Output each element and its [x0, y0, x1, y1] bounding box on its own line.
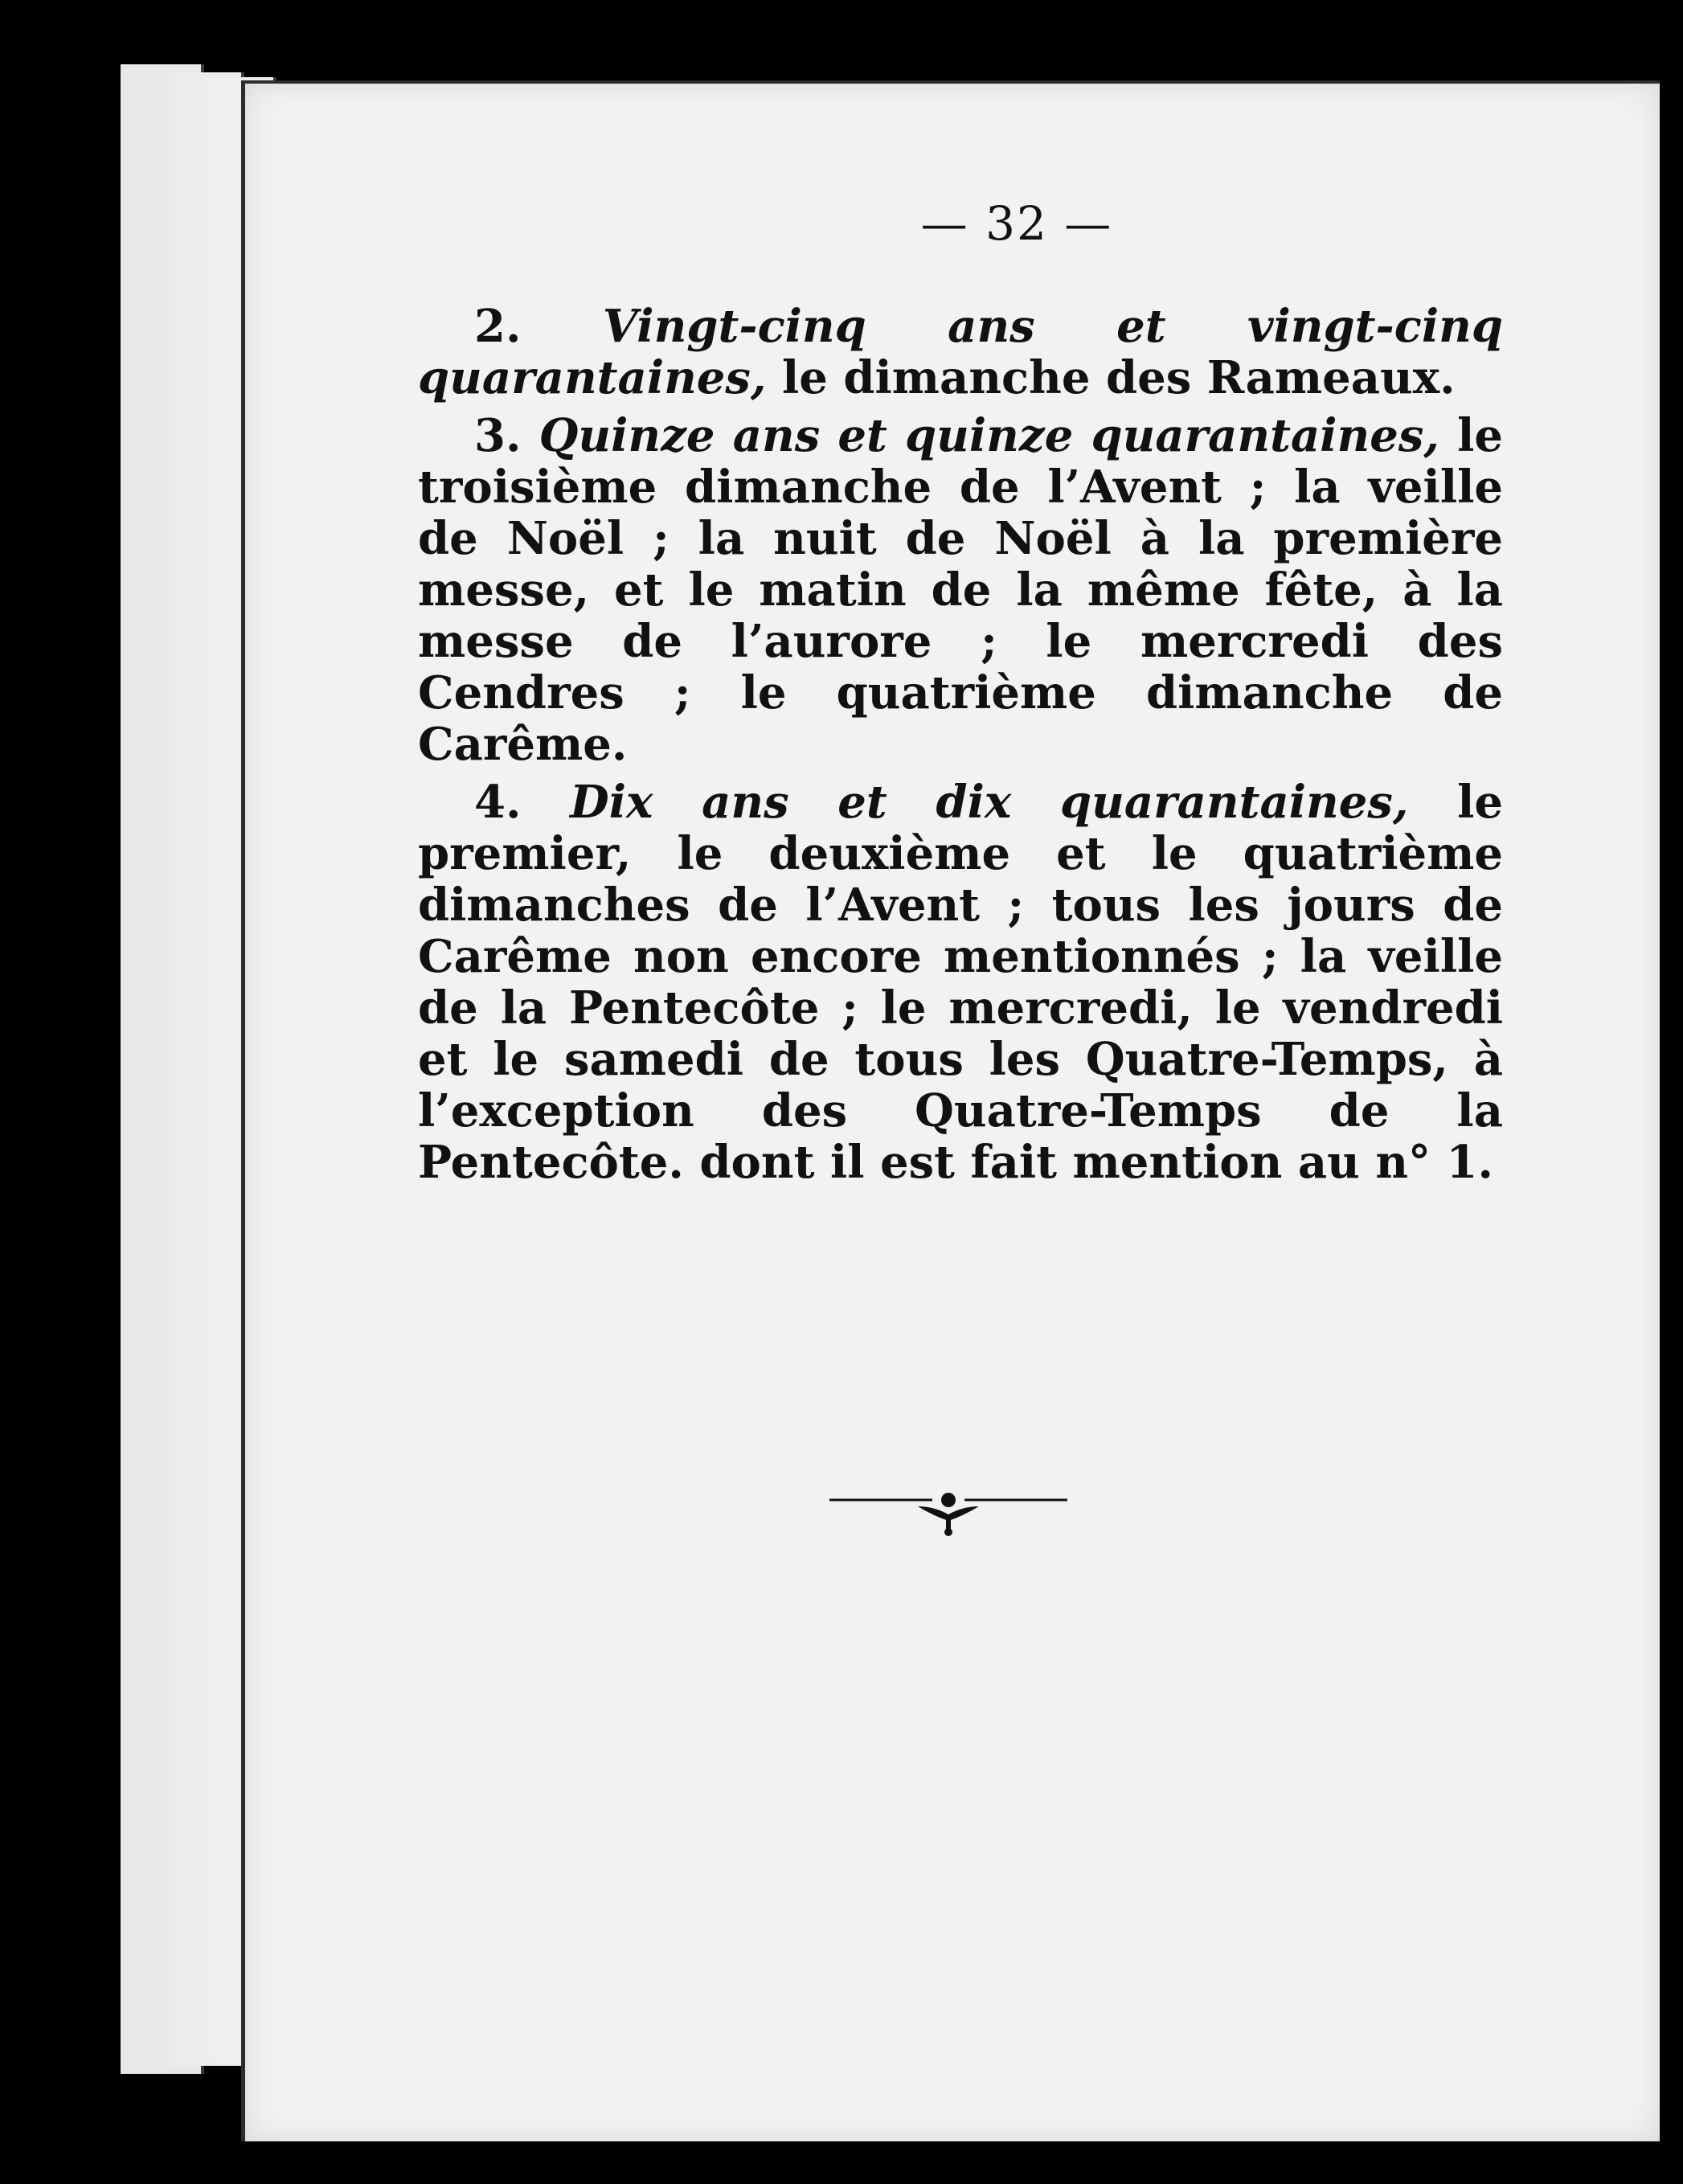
paragraph-heading: Vingt-cinq ans et vingt-cinq quarantaines, — [418, 300, 1503, 404]
paragraph-4 — [418, 776, 1503, 1188]
paragraph-text: le premier, le deuxième et le quatrième dimanches de l’Avent ; tous les jours de Carême non encore mentionnés ; la veille de la Pentecôte ; le mercredi, le vendredi et le samedi de tous les Quatre-Temps, à l’exception des Quatre-Temps de la Pentecôte. dont il est fait mention au n° 1. — [418, 776, 1503, 1189]
paragraph-2 — [418, 301, 1503, 404]
book-page — [241, 80, 1660, 2141]
paragraph-3 — [418, 410, 1503, 770]
paragraph-text: le dimanche des Rameaux. — [781, 351, 1456, 404]
fleuron-divider-icon — [828, 1482, 1069, 1539]
page-number: — 32 — — [920, 196, 1113, 251]
main-text — [418, 301, 1503, 1188]
paragraph-heading: Quinze ans et quinze quarantaines, — [538, 409, 1439, 462]
paragraph-number: 2. — [474, 300, 522, 353]
paragraph-heading: Dix ans et dix quarantaines, — [570, 776, 1409, 829]
paragraph-text: le troisième dimanche de l’Avent ; la veille de Noël ; la nuit de Noël à la première messe, et le matin de la même fête, à la messe de l’aurore ; le mercredi des Cendres ; le quatrième dimanche de Carême. — [418, 409, 1503, 771]
paragraph-number: 4. — [474, 776, 522, 829]
paragraph-number: 3. — [474, 409, 522, 462]
